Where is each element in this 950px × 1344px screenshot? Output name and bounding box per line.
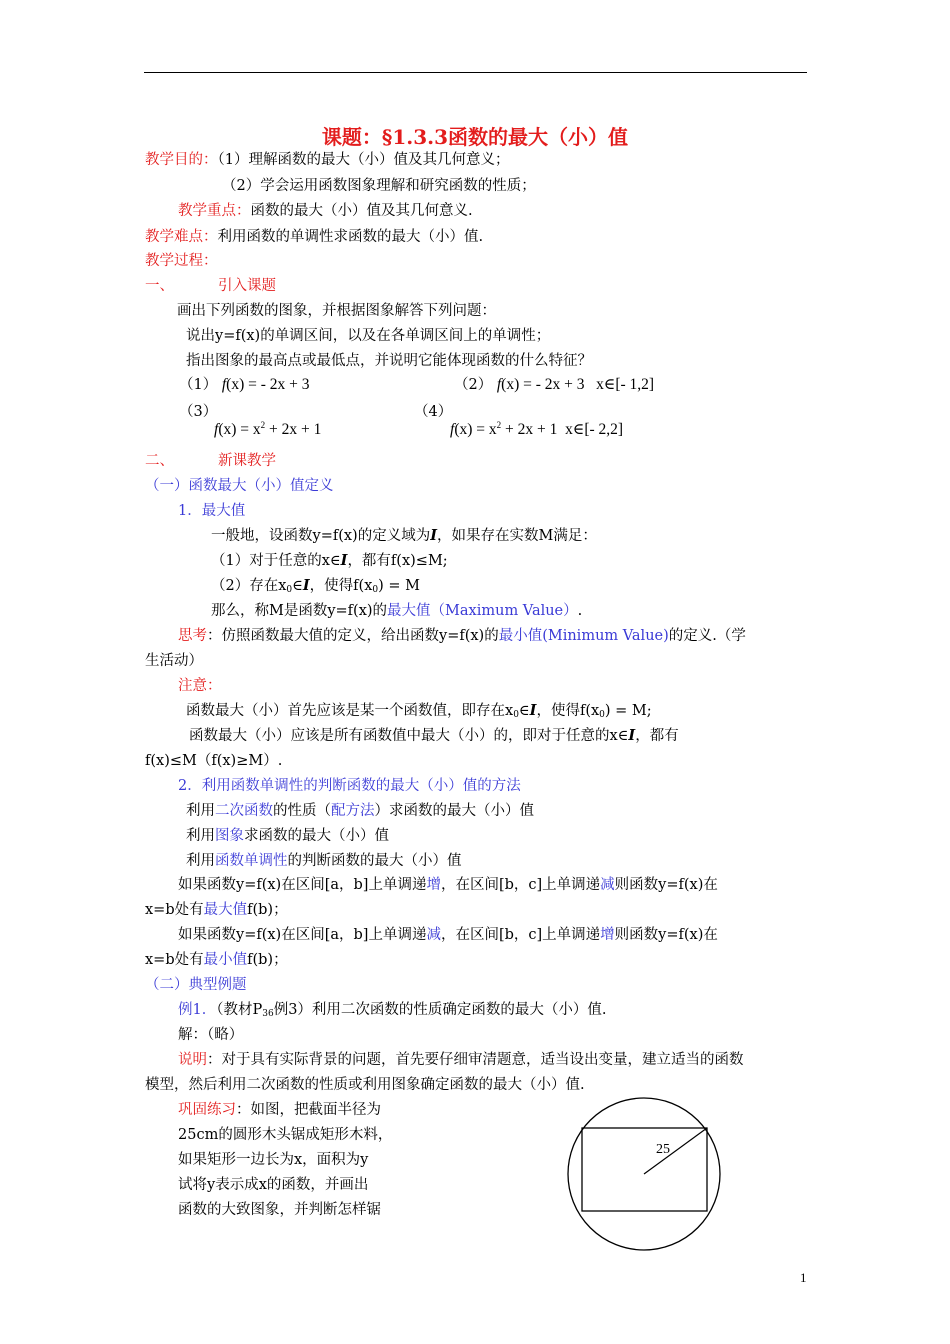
method-3 <box>186 851 462 871</box>
method-1-b: 的性质（ <box>273 803 331 819</box>
condition-1-text: （1）对于任意的x∈ <box>211 553 341 569</box>
note-2-domain: I <box>628 727 636 744</box>
process-label: 教学过程： <box>145 253 218 269</box>
method-1-term: 二次函数 <box>215 803 273 819</box>
function-4-sup: 2 <box>496 420 502 430</box>
method-1-c: ）求函数的最大（小）值 <box>374 803 534 819</box>
min-value-term: 最小值(Minimum Value) <box>498 628 669 644</box>
note-1-sub: 0 <box>513 710 519 720</box>
function-2-f: f <box>496 376 502 393</box>
function-3-tail: + 2x + 1 <box>265 421 322 438</box>
then-line <box>211 601 582 621</box>
if-min-b: ，在区间[b，c]上单调递 <box>440 927 601 943</box>
method-1 <box>186 801 534 821</box>
page-number: 1 <box>800 1270 807 1285</box>
subsection-2-heading: （二）典型例题 <box>145 977 247 993</box>
function-1-f: f <box>221 376 227 393</box>
function-3-number: （3） <box>179 404 218 420</box>
function-1-expr: (x) = - 2x + 3 <box>226 376 310 393</box>
if-min-c: 则函数y=f(x)在 <box>614 927 718 943</box>
practice-line-2: 25cm的圆形木头锯成矩形木料， <box>178 1127 393 1143</box>
function-3-sup: 2 <box>260 420 266 430</box>
example-1-page: 36 <box>262 1009 274 1019</box>
intro-line-3: 指出图象的最高点或最低点，并说明它能体现函数的什么特征？ <box>186 353 592 369</box>
method-3-b: 的判断函数的最大（小）值 <box>287 853 462 869</box>
max-heading: 1．最大值 <box>178 503 246 519</box>
circle-rectangle-figure <box>566 1097 726 1257</box>
function-4-expr <box>450 415 623 440</box>
practice-line-4: 试将y表示成x的函数，并画出 <box>178 1177 369 1193</box>
think-end: 的定义.（学 <box>668 628 746 644</box>
condition-2-sub: 0 <box>286 585 293 595</box>
key-label: 教学重点： <box>178 203 251 219</box>
note-2 <box>189 726 679 746</box>
example-1-label: 例1． <box>178 1002 217 1018</box>
function-1-number: （1） <box>179 377 218 393</box>
example-1-ref: （教材P <box>216 1002 263 1018</box>
explain-label: 说明 <box>178 1052 207 1068</box>
method-2-b: 求函数的最大（小）值 <box>244 828 389 844</box>
if-max-a: 如果函数y=f(x)在区间[a，b]上单调递 <box>178 877 427 893</box>
method-3-term: 函数单调性 <box>215 853 288 869</box>
function-3-expr <box>214 415 321 440</box>
note-1-sub2: 0 <box>599 710 605 720</box>
if-max-l2-a: x=b处有 <box>145 902 204 918</box>
section-2-heading <box>145 451 276 471</box>
function-3-f: f <box>214 421 219 438</box>
method-2-term: 图象 <box>215 828 244 844</box>
example-1 <box>178 1000 607 1024</box>
note-1-end: ) = M; <box>604 703 652 719</box>
think-text: ：仿照函数最大值的定义，给出函数y=f(x)的 <box>207 628 499 644</box>
explain-line <box>178 1050 744 1070</box>
condition-1-domain: I <box>340 552 348 569</box>
example-1-text: 例3）利用二次函数的性质确定函数的最大（小）值. <box>273 1002 607 1018</box>
if-max-b: ，在区间[b，c]上单调递 <box>440 877 601 893</box>
function-4-domain: x∈[- 2,2] <box>565 421 624 438</box>
think-label: 思考 <box>178 628 207 644</box>
if-min-inc: 增 <box>600 927 615 943</box>
if-max-line-2 <box>145 900 288 920</box>
function-2-domain: x∈[- 1,2] <box>596 376 655 393</box>
section-2-number: 二、 <box>145 453 174 469</box>
if-min-line-2 <box>145 950 288 970</box>
solution-line: 解：（略） <box>178 1027 244 1043</box>
if-min-l2-a: x=b处有 <box>145 952 204 968</box>
condition-2-text: （2）存在x <box>211 578 287 594</box>
function-4-number: （4） <box>414 404 453 420</box>
function-2-expr: (x) = - 2x + 3 <box>501 376 585 393</box>
condition-2-end: ) = M <box>378 578 420 594</box>
think-line-2: 生活动） <box>145 653 203 669</box>
method-3-a: 利用 <box>186 853 215 869</box>
intro-line-1: 画出下列函数的图象，并根据图象解答下列问题： <box>177 303 496 319</box>
if-max-l2-b: f(b)； <box>247 902 288 918</box>
explain-line-2: 模型，然后利用二次函数的性质或利用图象确定函数的最大（小）值. <box>145 1077 585 1093</box>
goal-1: （1）理解函数的最大（小）值及其几何意义； <box>217 152 510 168</box>
inscribed-rectangle <box>582 1128 707 1211</box>
method-heading: 2．利用函数单调性的判断函数的最大（小）值的方法 <box>178 778 521 794</box>
if-max-inc: 增 <box>426 877 441 893</box>
practice-line-3: 如果矩形一边长为x，面积为y <box>178 1152 369 1168</box>
think-line <box>178 626 746 646</box>
if-max-line <box>178 875 718 895</box>
if-min-dec: 减 <box>426 927 441 943</box>
function-3-lhs: (x) = x <box>218 421 261 438</box>
header-rule <box>144 72 807 73</box>
if-min-line <box>178 925 718 945</box>
if-min-term: 最小值 <box>203 952 248 968</box>
section-1-number: 一、 <box>145 278 174 294</box>
section-1-title: 引入课题 <box>218 278 276 294</box>
page-title: 课题：§1.3.3函数的最大（小）值 <box>321 125 629 149</box>
method-1-term-2: 配方法 <box>331 803 375 819</box>
goals-label: 教学目的： <box>145 152 218 168</box>
condition-1-end: ，都有f(x)≤M; <box>347 553 448 569</box>
definition-text-end: ，如果存在实数M满足： <box>437 528 597 544</box>
if-min-l2-b: f(b)； <box>247 952 288 968</box>
definition-line <box>211 526 597 546</box>
function-2 <box>454 375 654 395</box>
max-value-term: 最大值（Maximum Value） <box>387 603 578 619</box>
function-2-number: （2） <box>454 377 493 393</box>
method-2-a: 利用 <box>186 828 215 844</box>
goals-line <box>145 150 509 170</box>
if-max-dec: 减 <box>600 877 615 893</box>
then-text: 那么，称M是函数y=f(x)的 <box>211 603 388 619</box>
condition-2-sub2: 0 <box>372 585 379 595</box>
condition-1 <box>211 551 448 571</box>
condition-2 <box>211 576 420 600</box>
function-4-f: f <box>450 421 455 438</box>
subsection-1-heading: （一）函数最大（小）值定义 <box>145 478 334 494</box>
difficulty-line <box>145 227 483 247</box>
note-1-fx: ，使得f(x <box>536 703 600 719</box>
note-1-in: ∈ <box>518 703 530 719</box>
radius-line <box>644 1128 707 1174</box>
difficulty-label: 教学难点： <box>145 229 218 245</box>
domain-symbol: I <box>430 527 437 544</box>
note-label: 注意： <box>178 678 222 694</box>
note-2-line-2: f(x)≤M（f(x)≥M）. <box>145 753 283 769</box>
note-1 <box>186 701 652 725</box>
if-min-a: 如果函数y=f(x)在区间[a，b]上单调递 <box>178 927 427 943</box>
note-1-domain: I <box>529 702 537 719</box>
method-2 <box>186 826 389 846</box>
condition-2-domain: I <box>302 577 310 594</box>
practice-label: 巩固练习 <box>178 1102 236 1118</box>
section-1-heading <box>145 276 276 296</box>
function-4-tail: + 2x + 1 <box>501 421 558 438</box>
if-max-c: 则函数y=f(x)在 <box>614 877 718 893</box>
function-1 <box>179 375 310 395</box>
then-end: . <box>577 603 583 619</box>
if-max-term: 最大值 <box>203 902 248 918</box>
function-4-lhs: (x) = x <box>454 421 497 438</box>
condition-2-fx: ，使得f(x <box>309 578 373 594</box>
note-1-text: 函数最大（小）首先应该是某一个函数值，即存在x <box>186 703 514 719</box>
practice-line-5: 函数的大致图象，并判断怎样锯 <box>178 1202 381 1218</box>
note-2-text: 函数最大（小）应该是所有函数值中最大（小）的，即对于任意的x∈ <box>189 728 629 744</box>
condition-2-in: ∈ <box>292 578 303 594</box>
key-line <box>178 201 473 221</box>
method-1-a: 利用 <box>186 803 215 819</box>
definition-text: 一般地，设函数y=f(x)的定义域为 <box>211 528 431 544</box>
difficulty-text: 利用函数的单调性求函数的最大（小）值. <box>217 229 484 245</box>
intro-line-2: 说出y=f(x)的单调区间，以及在各单调区间上的单调性； <box>186 328 551 344</box>
section-2-title: 新课教学 <box>218 453 276 469</box>
radius-label: 25 <box>656 1142 670 1157</box>
goal-2: （2）学会运用函数图象理解和研究函数的性质； <box>222 178 536 194</box>
note-2-end: ，都有 <box>635 728 679 744</box>
practice-line-1 <box>178 1100 381 1120</box>
practice-text-1: ：如图，把截面半径为 <box>236 1102 381 1118</box>
key-text: 函数的最大（小）值及其几何意义. <box>250 203 473 219</box>
explain-text: ：对于具有实际背景的问题，首先要仔细审清题意，适当设出变量，建立适当的函数 <box>207 1052 744 1068</box>
